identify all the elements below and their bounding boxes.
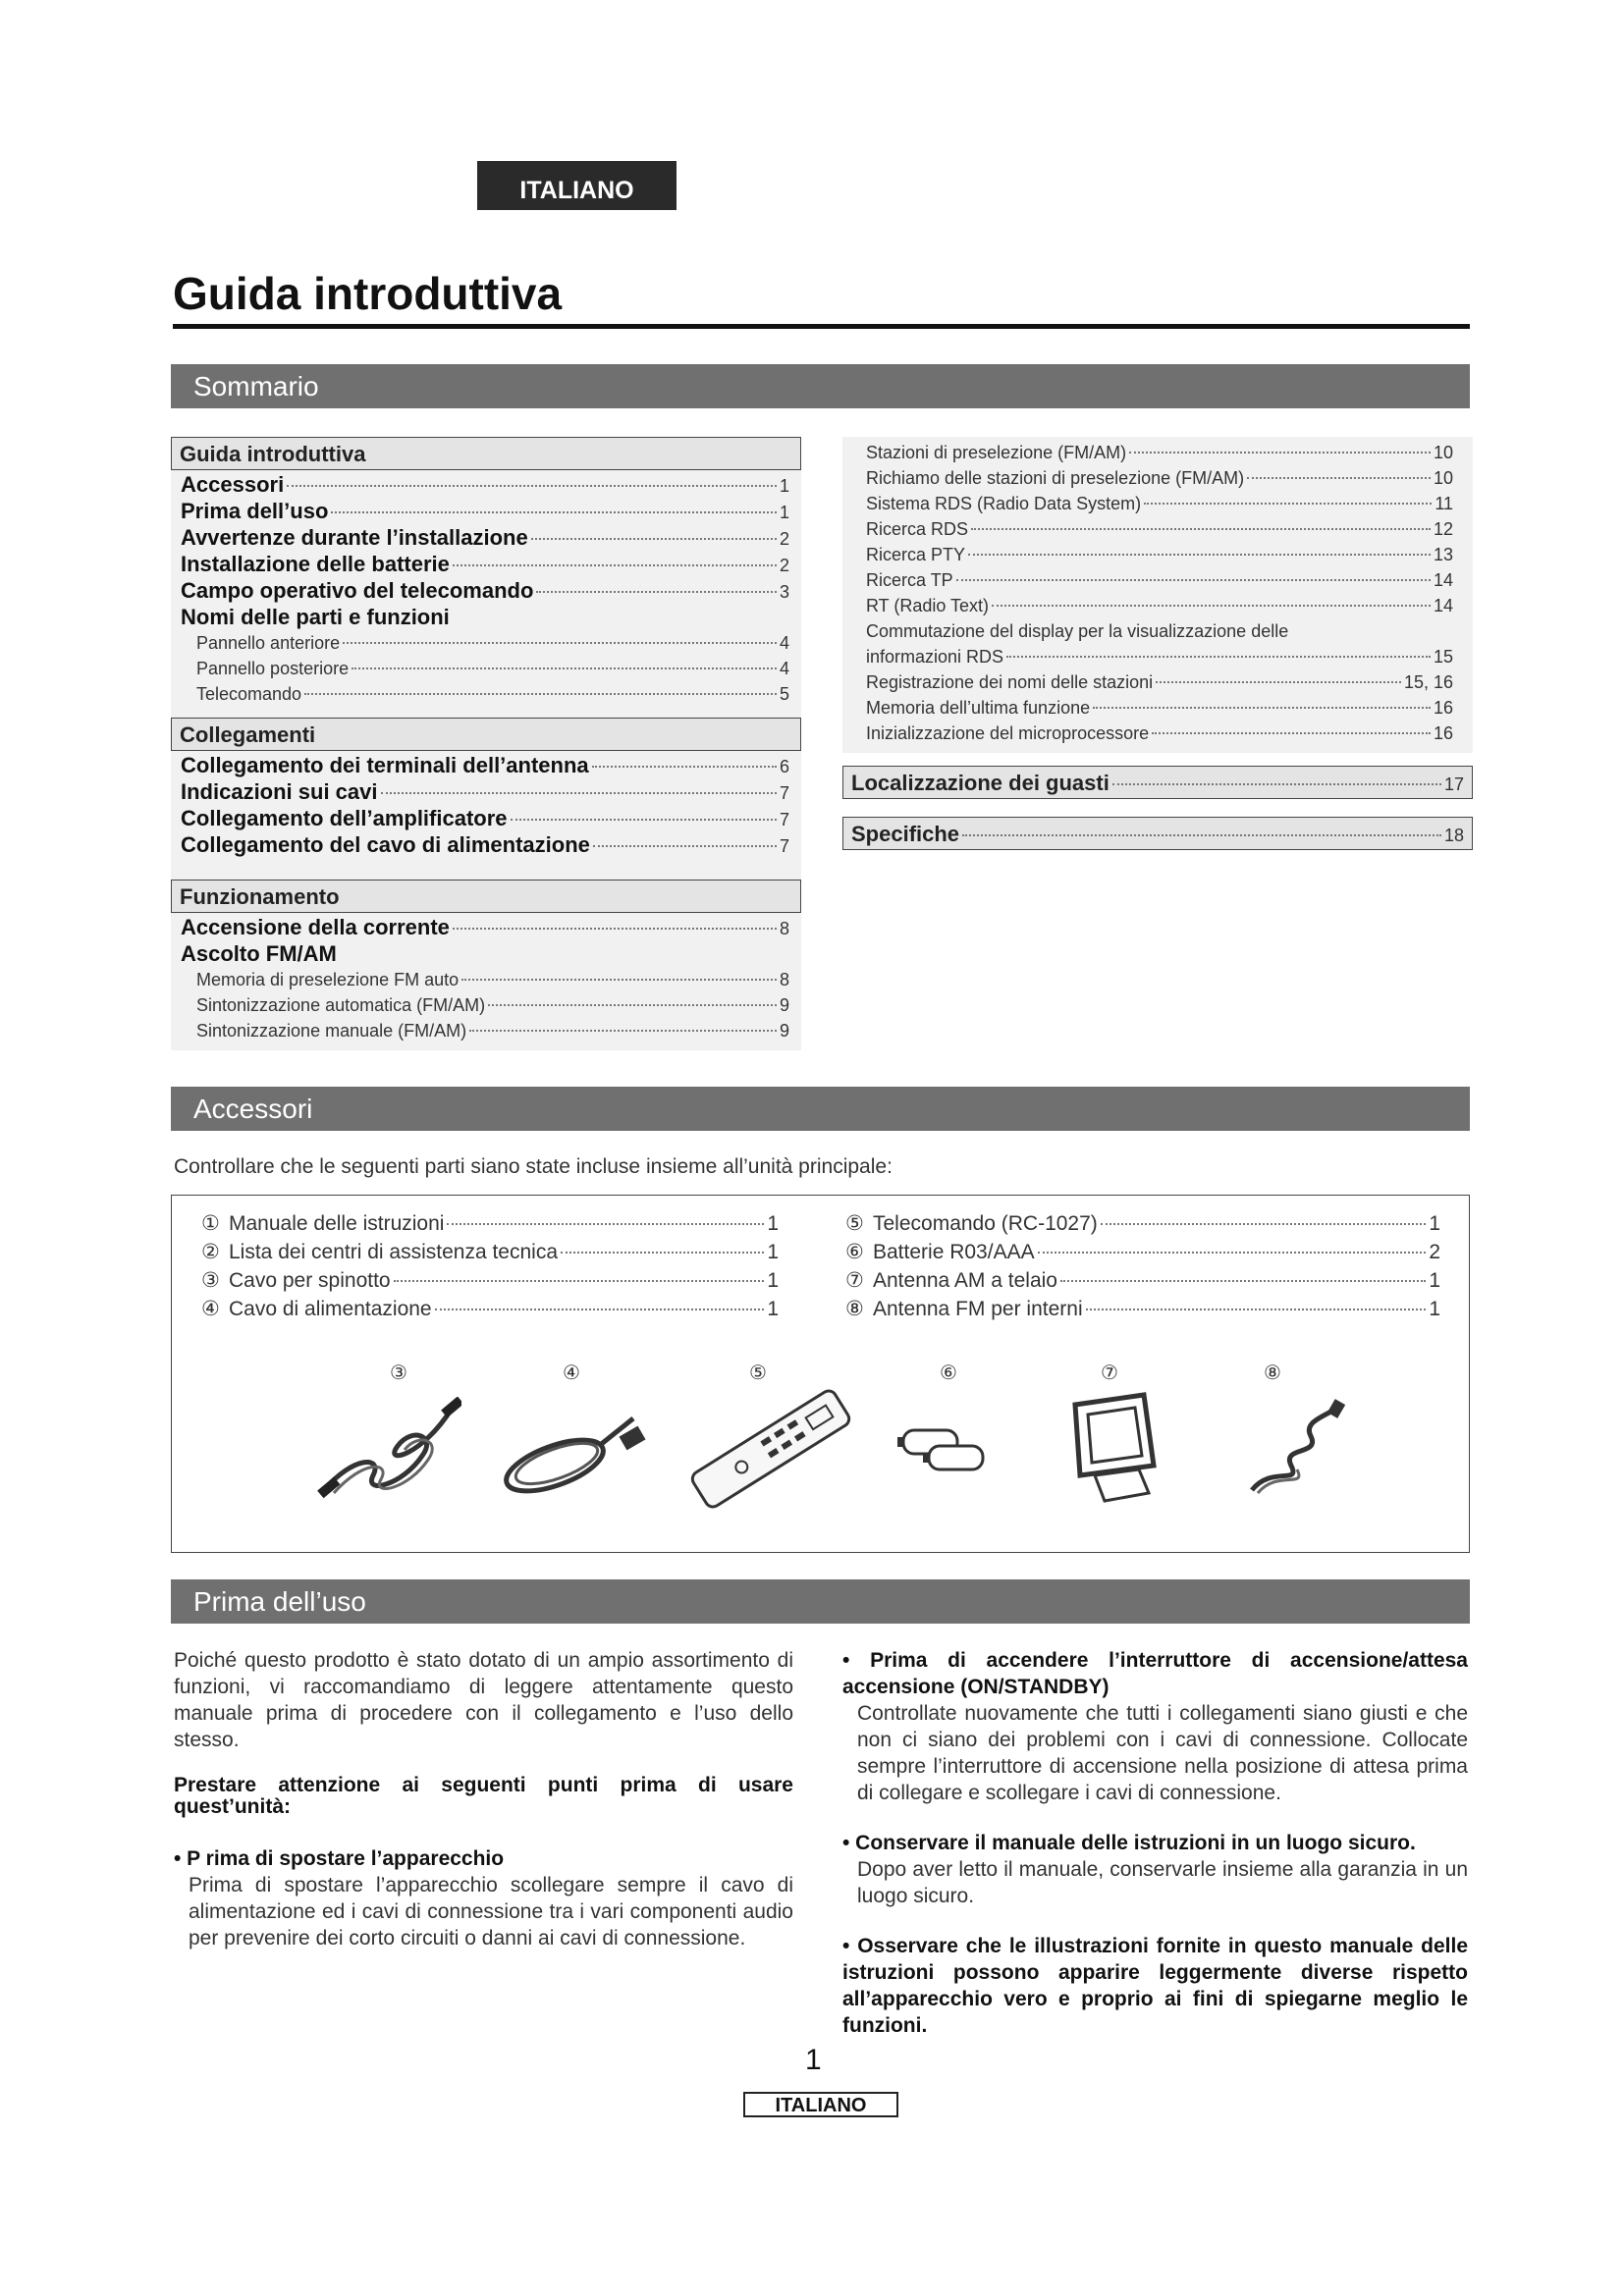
- toc-entry-page: 5: [779, 684, 789, 704]
- toc-entry-page: 18: [1443, 826, 1464, 845]
- toc-entry-page: 2: [779, 529, 789, 549]
- accessori-list-left: [201, 1209, 779, 1323]
- toc-entry-label: Sistema RDS (Radio Data System): [866, 494, 1142, 513]
- accessory-quantity: 1: [767, 1298, 779, 1320]
- dot-leader: [453, 564, 777, 566]
- toc-entry-label: Memoria di preselezione FM auto: [196, 970, 460, 989]
- dot-leader: [287, 485, 777, 487]
- toc-entry-label: Ricerca RDS: [866, 519, 969, 539]
- toc-entry-page: 3: [779, 582, 789, 602]
- toc-entry-page: 10: [1433, 468, 1453, 488]
- accessory-label: Lista dei centri di assistenza tecnica: [229, 1241, 559, 1263]
- toc-left-column: [171, 437, 801, 1050]
- dot-leader: [447, 1223, 764, 1225]
- toc-entry[interactable]: [181, 1018, 789, 1043]
- toc-entry[interactable]: [181, 525, 789, 552]
- accessory-quantity: 1: [767, 1269, 779, 1292]
- accessory-quantity: 1: [1429, 1212, 1440, 1235]
- accessory-label: Manuale delle istruzioni: [229, 1212, 445, 1235]
- dot-leader: [511, 819, 777, 821]
- toc-entry-label: Accensione della corrente: [181, 915, 450, 939]
- toc-entry-page: 13: [1433, 545, 1453, 564]
- dot-leader: [1006, 656, 1431, 658]
- toc-entry-page: 10: [1433, 443, 1453, 462]
- dot-leader: [962, 834, 1441, 836]
- toc-entry-label: Stazioni di preselezione (FM/AM): [866, 443, 1127, 462]
- toc-entry[interactable]: [181, 605, 789, 630]
- dot-leader: [971, 528, 1431, 530]
- toc-entry[interactable]: [866, 516, 1453, 542]
- accessory-item: [201, 1295, 779, 1323]
- toc-entry-page: 15, 16: [1403, 672, 1453, 692]
- toc-entry-label: RT (Radio Text): [866, 596, 990, 615]
- accessory-number: ①: [201, 1212, 220, 1235]
- language-tab: ITALIANO: [477, 161, 677, 210]
- accessory-item: [845, 1266, 1440, 1295]
- accessory-number: ④: [201, 1298, 220, 1320]
- dot-leader: [343, 642, 777, 644]
- accessori-list-right: [845, 1209, 1440, 1323]
- accessory-label: Antenna FM per interni: [873, 1298, 1083, 1320]
- toc-entry-label: Sintonizzazione automatica (FM/AM): [196, 995, 486, 1015]
- toc-section-heading: Funzionamento: [171, 880, 801, 913]
- toc-entry[interactable]: [181, 630, 789, 656]
- toc-entry-page: 9: [779, 1021, 789, 1041]
- toc-entry[interactable]: [181, 681, 789, 707]
- toc-entry-label: Campo operativo del telecomando: [181, 578, 534, 603]
- bullet-body: Controllate nuovamente che tutti i collegamenti siano giusti e che non ci siano dei problemi con i cavi di connessione. Collocate sempre l’interruttore di accensione nella posizione di attesa prima di collegare e scollegare i cavi di connessione.: [857, 1702, 1468, 1804]
- toc-entry[interactable]: [866, 542, 1453, 567]
- toc-entry-page: 2: [779, 556, 789, 575]
- accessory-label: Cavo di alimentazione: [229, 1298, 432, 1320]
- section-band-prima-uso: Prima dell’uso: [171, 1579, 1470, 1624]
- accessori-intro: Controllare che le seguenti parti siano state incluse insieme all’unità principale:: [174, 1155, 893, 1178]
- power-cord-icon: [496, 1397, 648, 1505]
- title-divider: [173, 324, 1470, 329]
- toc-entry[interactable]: [866, 695, 1453, 721]
- am-loop-antenna-icon: [1060, 1387, 1168, 1515]
- dot-leader: [1086, 1308, 1427, 1310]
- toc-entry-label: Sintonizzazione manuale (FM/AM): [196, 1021, 467, 1041]
- toc-entry-label: Collegamento del cavo di alimentazione: [181, 832, 590, 857]
- toc-entry-page: 16: [1433, 698, 1453, 718]
- attention-heading: Prestare attenzione ai seguenti punti prima di usare quest’unità:: [174, 1774, 793, 1818]
- accessory-item: [201, 1266, 779, 1295]
- fm-indoor-antenna-icon: [1242, 1397, 1350, 1505]
- toc-entry-page: 4: [779, 659, 789, 678]
- toc-entry-label: Collegamento dei terminali dell’antenna: [181, 753, 589, 777]
- dot-leader: [461, 979, 777, 981]
- toc-entry-page: 7: [779, 836, 789, 856]
- toc-entry-page: 14: [1433, 596, 1453, 615]
- pin-cord-icon: [314, 1397, 461, 1505]
- accessory-item: [201, 1238, 779, 1266]
- toc-entry[interactable]: [181, 753, 789, 779]
- toc-section-list: [181, 472, 789, 707]
- accessory-number: ⑦: [845, 1269, 864, 1292]
- toc-entry[interactable]: [866, 440, 1453, 465]
- prima-uso-left-column: [174, 1647, 793, 1951]
- dot-leader: [956, 579, 1431, 581]
- illustration-number: ⑦: [1101, 1362, 1118, 1384]
- accessory-item: [845, 1238, 1440, 1266]
- dot-leader: [531, 538, 777, 540]
- accessory-number: ⑧: [845, 1298, 864, 1320]
- accessory-label: Cavo per spinotto: [229, 1269, 391, 1292]
- accessory-label: Antenna AM a telaio: [873, 1269, 1057, 1292]
- dot-leader: [593, 845, 777, 847]
- accessory-quantity: 1: [1429, 1298, 1440, 1320]
- accessory-quantity: 1: [767, 1212, 779, 1235]
- illustration-number: ⑧: [1264, 1362, 1281, 1384]
- footer-language-tab: ITALIANO: [743, 2092, 898, 2117]
- toc-entry-page: 17: [1443, 774, 1464, 794]
- toc-entry[interactable]: [181, 806, 789, 832]
- accessory-item: [845, 1209, 1440, 1238]
- prima-uso-intro: Poiché questo prodotto è stato dotato di un ampio assortimento di funzioni, vi raccomandiamo di leggere attentamente questo manuale prima di procedere con il collegamento e l’uso dello stesso.: [174, 1649, 793, 1751]
- batteries-icon: [893, 1416, 997, 1485]
- accessory-number: ⑥: [845, 1241, 864, 1263]
- illustration-number: ⑤: [749, 1362, 767, 1384]
- toc-entry-label: Ricerca PTY: [866, 545, 966, 564]
- dot-leader: [1144, 503, 1432, 505]
- toc-entry-label: Specifiche: [851, 822, 960, 846]
- toc-entry-page: 7: [779, 783, 789, 803]
- accessory-quantity: 1: [1429, 1269, 1440, 1292]
- dot-leader: [1156, 681, 1401, 683]
- toc-entry[interactable]: [181, 967, 789, 992]
- toc-section-list: [181, 915, 789, 1043]
- toc-entry-page: 1: [779, 476, 789, 496]
- toc-section-heading: Guida introduttiva: [171, 437, 801, 470]
- dot-leader: [331, 511, 777, 513]
- toc-entry[interactable]: [181, 832, 789, 859]
- toc-entry[interactable]: [866, 465, 1453, 491]
- toc-entry-page: 15: [1433, 647, 1453, 667]
- toc-entry[interactable]: [181, 915, 789, 941]
- section-band-accessori: Accessori: [171, 1087, 1470, 1131]
- dot-leader: [1129, 452, 1431, 454]
- toc-entry[interactable]: [866, 491, 1453, 516]
- toc-entry-page: 16: [1433, 723, 1453, 743]
- accessory-label: Telecomando (RC-1027): [873, 1212, 1098, 1235]
- toc-entry-label: Commutazione del display per la visualizzazione delle: [866, 621, 1289, 641]
- toc-entry-label: Telecomando: [196, 684, 302, 704]
- toc-section-list: [181, 753, 789, 859]
- accessory-quantity: 1: [767, 1241, 779, 1263]
- dot-leader: [1247, 477, 1431, 479]
- toc-entry-label: Pannello posteriore: [196, 659, 350, 678]
- dot-leader: [352, 667, 777, 669]
- toc-entry[interactable]: [866, 644, 1453, 669]
- page-title: Guida introduttiva: [173, 268, 563, 319]
- toc-entry-label: informazioni RDS: [866, 647, 1004, 667]
- bullet-body: Dopo aver letto il manuale, conservarle insieme alla garanzia in un luogo sicuro.: [857, 1858, 1468, 1907]
- toc-entry-page: 4: [779, 633, 789, 653]
- toc-entry-page: 8: [779, 919, 789, 938]
- toc-entry[interactable]: [181, 779, 789, 806]
- bullet-body: Prima di spostare l’apparecchio scollegare sempre il cavo di alimentazione ed i cavi di connessione tra i vari componenti audio per prevenire dei corto circuiti o danni ai cavi di connessione.: [189, 1874, 793, 1949]
- bullet-heading: • Prima di accendere l’interruttore di accensione/attesa accensione (ON/STANDBY): [842, 1649, 1468, 1698]
- toc-entry-label: Avvertenze durante l’installazione: [181, 525, 528, 550]
- toc-localizzazione[interactable]: [842, 766, 1473, 799]
- toc-entry-page: 11: [1435, 494, 1453, 513]
- toc-entry-label: Richiamo delle stazioni di preselezione (FM/AM): [866, 468, 1245, 488]
- illustration-number: ⑥: [940, 1362, 957, 1384]
- dot-leader: [561, 1252, 764, 1254]
- dot-leader: [1093, 707, 1431, 709]
- toc-entry-label: Nomi delle parti e funzioni: [181, 605, 450, 629]
- accessory-number: ②: [201, 1241, 220, 1263]
- toc-entry[interactable]: [181, 472, 789, 499]
- accessory-item: [845, 1295, 1440, 1323]
- dot-leader: [394, 1280, 765, 1282]
- toc-section-heading: Collegamenti: [171, 718, 801, 751]
- toc-entry[interactable]: [181, 992, 789, 1018]
- accessory-quantity: 2: [1429, 1241, 1440, 1263]
- dot-leader: [592, 766, 777, 768]
- dot-leader: [992, 605, 1431, 607]
- bullet-heading: • Osservare che le illustrazioni fornite in questo manuale delle istruzioni possono apparire leggermente diverse rispetto all’apparecchio vero e proprio ai fini di spiegarne meglio le funzioni.: [842, 1935, 1468, 2037]
- toc-entry[interactable]: [181, 578, 789, 605]
- toc-entry-label: Memoria dell’ultima funzione: [866, 698, 1091, 718]
- bullet-heading: • P rima di spostare l’apparecchio: [174, 1847, 505, 1870]
- toc-entry-label: Inizializzazione del microprocessore: [866, 723, 1150, 743]
- section-band-sommario: Sommario: [171, 364, 1470, 408]
- accessory-number: ③: [201, 1269, 220, 1292]
- toc-right-list: [866, 440, 1453, 746]
- toc-entry[interactable]: [866, 721, 1453, 746]
- toc-entry-page: 9: [779, 995, 789, 1015]
- toc-entry[interactable]: [181, 552, 789, 578]
- dot-leader: [304, 693, 777, 695]
- toc-entry-page: 12: [1433, 519, 1453, 539]
- remote-control-icon: [677, 1380, 864, 1518]
- accessory-number: ⑤: [845, 1212, 864, 1235]
- toc-entry-label: Ricerca TP: [866, 570, 953, 590]
- toc-entry-label: Pannello anteriore: [196, 633, 341, 653]
- toc-entry-label: Registrazione dei nomi delle stazioni: [866, 672, 1154, 692]
- toc-entry-page: 8: [779, 970, 789, 989]
- dot-leader: [1060, 1280, 1426, 1282]
- dot-leader: [536, 591, 777, 593]
- toc-entry-label: Indicazioni sui cavi: [181, 779, 378, 804]
- toc-entry-page: 14: [1433, 570, 1453, 590]
- toc-entry-label: Installazione delle batterie: [181, 552, 450, 576]
- toc-entry[interactable]: [181, 656, 789, 681]
- toc-entry-page: 6: [779, 757, 789, 776]
- dot-leader: [1101, 1223, 1427, 1225]
- dot-leader: [381, 792, 777, 794]
- dot-leader: [453, 928, 777, 930]
- toc-right-column: [842, 437, 1473, 753]
- toc-entry-label: Ascolto FM/AM: [181, 941, 337, 966]
- toc-specifiche[interactable]: [842, 817, 1473, 850]
- dot-leader: [1152, 732, 1431, 734]
- toc-entry[interactable]: [181, 499, 789, 525]
- toc-entry[interactable]: [866, 618, 1453, 644]
- accessory-item: [201, 1209, 779, 1238]
- toc-entry-page: 1: [779, 503, 789, 522]
- illustration-number: ③: [390, 1362, 407, 1384]
- dot-leader: [1038, 1252, 1427, 1254]
- toc-entry-page: 7: [779, 810, 789, 829]
- dot-leader: [1112, 783, 1441, 785]
- page-number: 1: [805, 2044, 822, 2076]
- dot-leader: [488, 1004, 777, 1006]
- dot-leader: [469, 1030, 777, 1032]
- dot-leader: [435, 1308, 765, 1310]
- accessory-label: Batterie R03/AAA: [873, 1241, 1035, 1263]
- dot-leader: [968, 554, 1431, 556]
- toc-entry-label: Collegamento dell’amplificatore: [181, 806, 508, 830]
- toc-entry-label: Prima dell’uso: [181, 499, 329, 523]
- toc-entry[interactable]: [866, 593, 1453, 618]
- toc-entry[interactable]: [866, 669, 1453, 695]
- toc-entry-label: Accessori: [181, 472, 285, 497]
- illustration-number: ④: [563, 1362, 580, 1384]
- toc-entry[interactable]: [866, 567, 1453, 593]
- toc-entry[interactable]: [181, 941, 789, 967]
- bullet-heading: • Conservare il manuale delle istruzioni in un luogo sicuro.: [842, 1832, 1416, 1854]
- accessori-frame: [171, 1195, 1470, 1553]
- toc-entry-label: Localizzazione dei guasti: [851, 771, 1110, 795]
- prima-uso-right-column: [842, 1647, 1468, 2039]
